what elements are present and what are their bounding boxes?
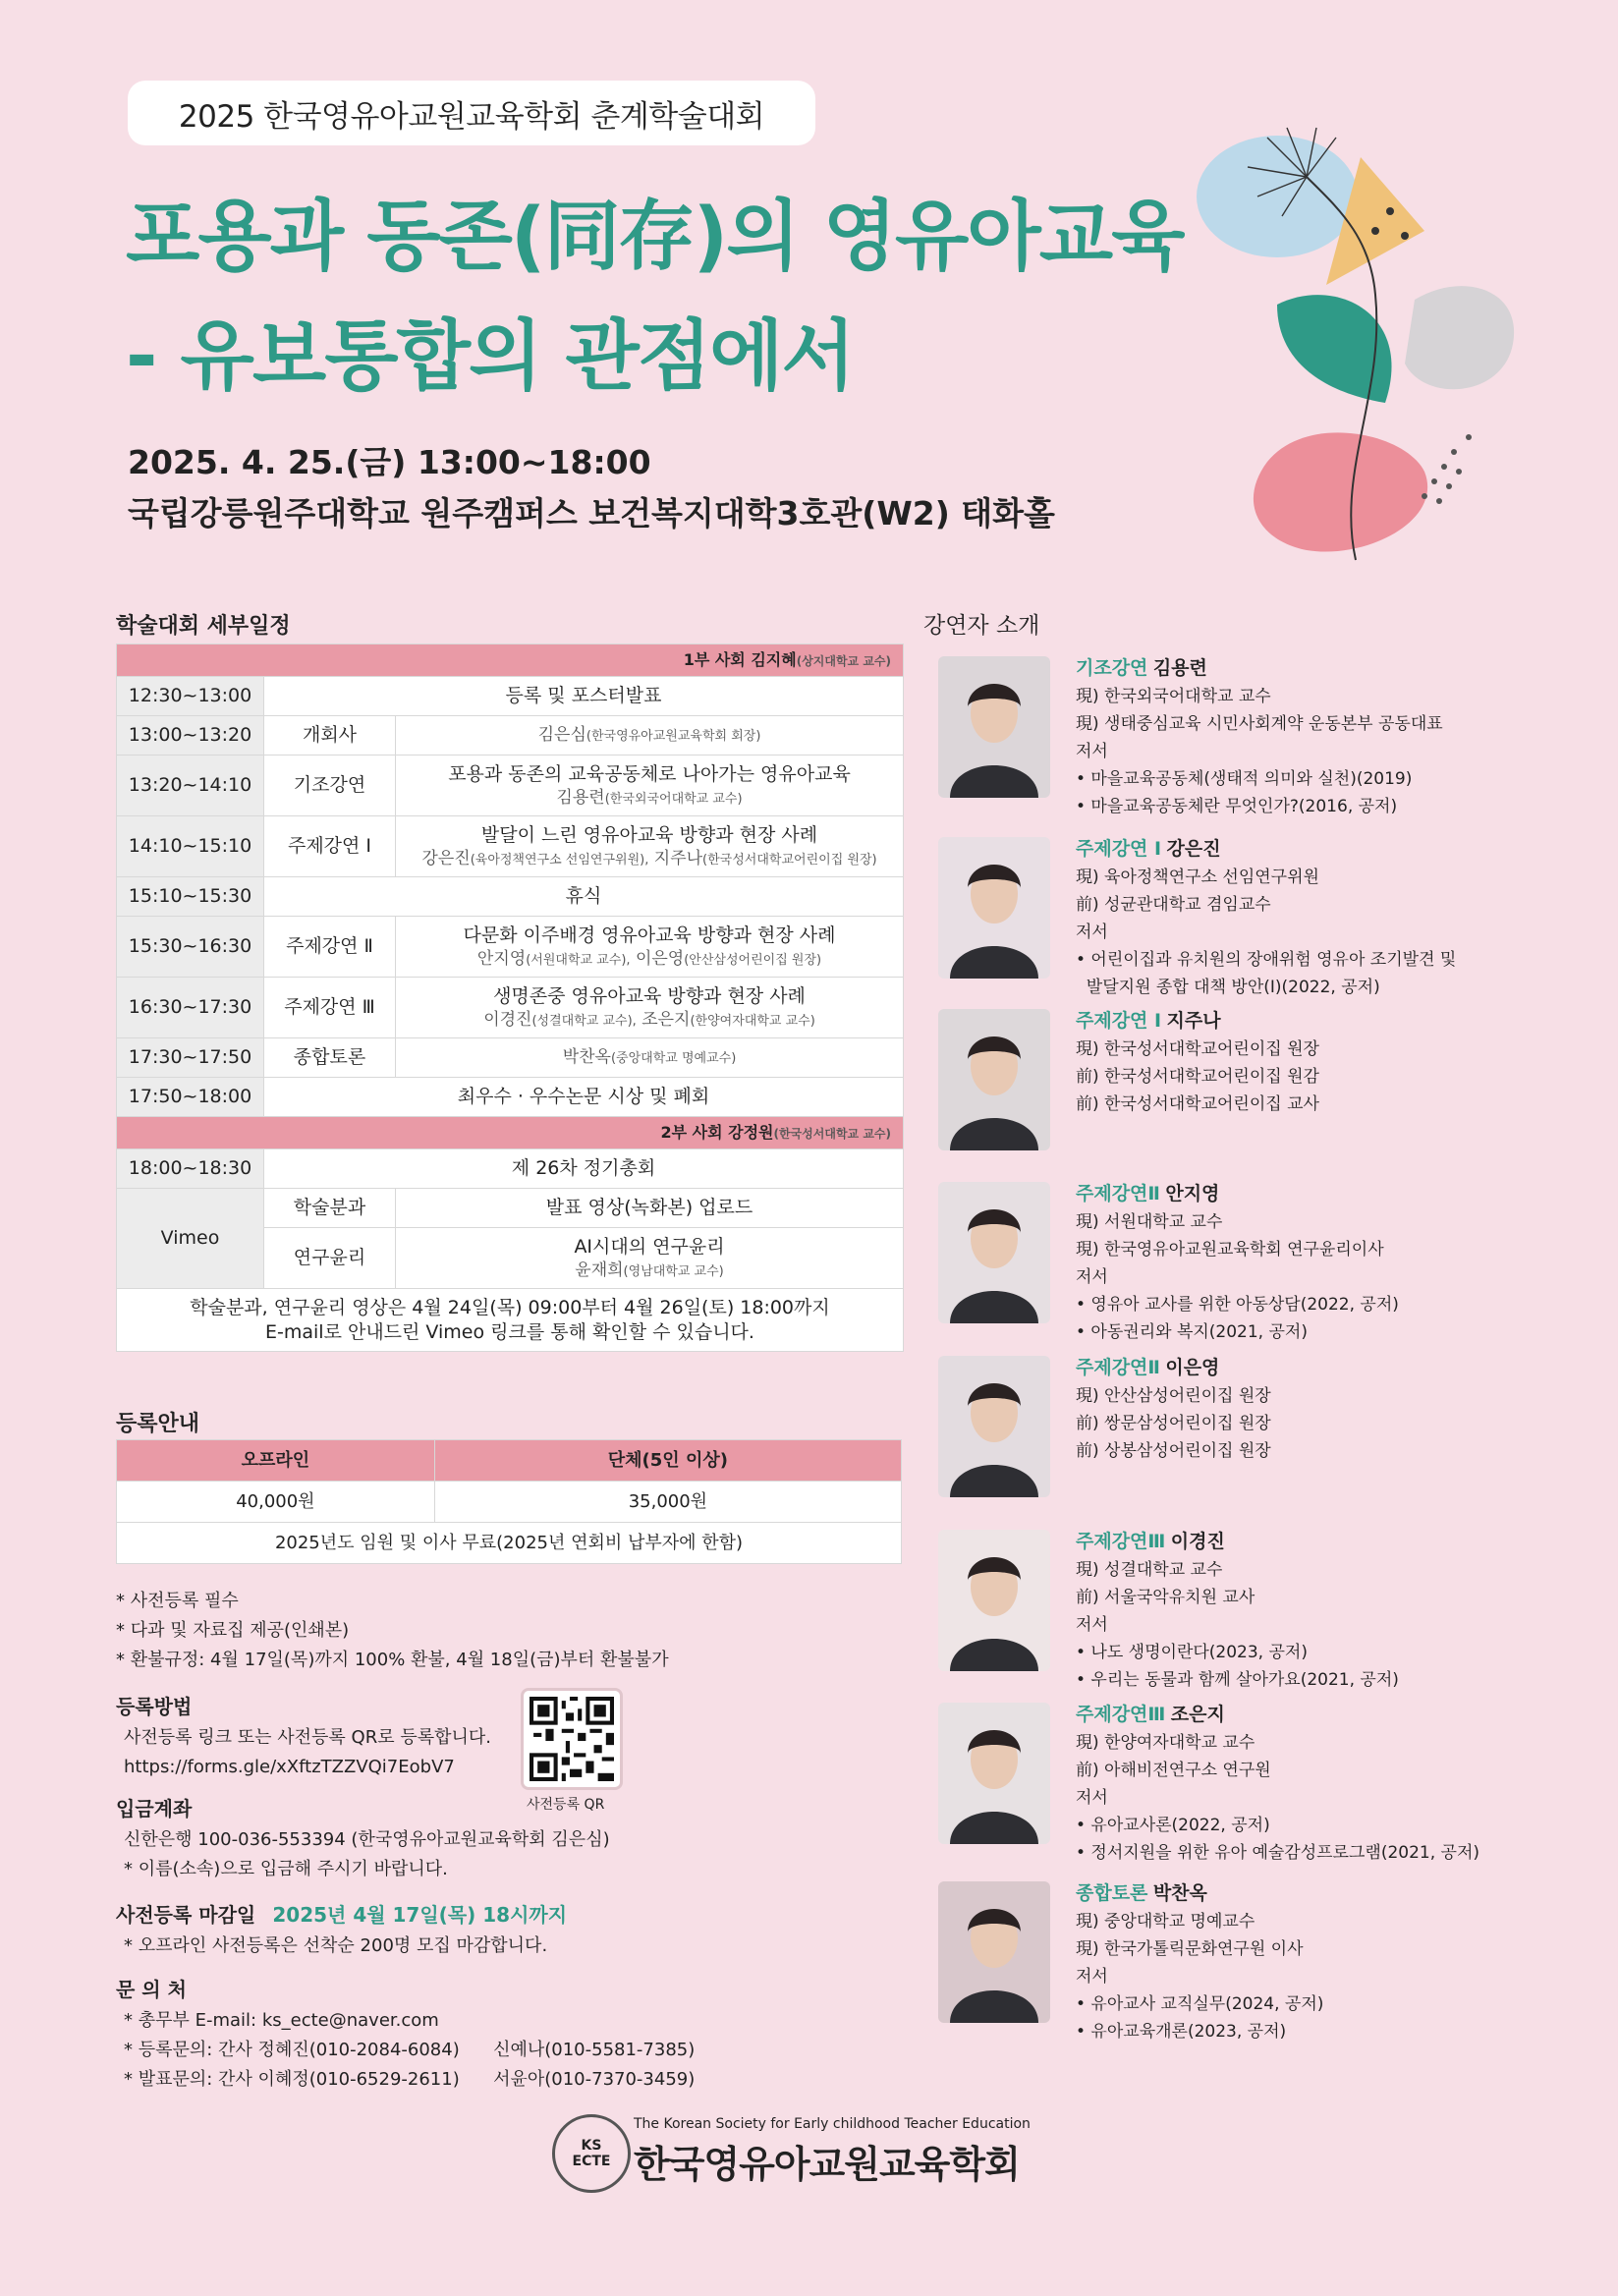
part2-host-row: 2부 사회 강정원(한국성서대학교 교수) bbox=[117, 1117, 904, 1149]
speaker-detail: • 유아교사 교직실무(2024, 공저) bbox=[1076, 1994, 1324, 2014]
speaker-card bbox=[938, 1009, 1577, 1176]
speaker-detail: 前) 한국성서대학교어린이집 원감 bbox=[1076, 1067, 1319, 1087]
floral-decoration bbox=[1189, 118, 1523, 589]
fee-table: 오프라인 단체(5인 이상) 40,000원 35,000원 2025년도 임원 및 이사 무료(2025년 연회비 납부자에 한함) bbox=[116, 1439, 902, 1564]
speaker-detail: 現) 성결대학교 교수 bbox=[1076, 1560, 1223, 1580]
speaker-detail: 前) 서울국악유치원 교사 bbox=[1076, 1588, 1255, 1607]
speaker-detail: 前) 성균관대학교 겸임교수 bbox=[1076, 895, 1271, 915]
speaker-card bbox=[938, 1881, 1577, 2048]
registration-method: 등록방법 사전등록 링크 또는 사전등록 QR로 등록합니다. https://forms.gle/xXftzTZZVQi7EobV7 bbox=[116, 1692, 491, 1782]
speaker-detail: 저서 bbox=[1076, 1267, 1108, 1287]
speaker-name: 이경진 bbox=[1170, 1531, 1225, 1552]
speaker-name: 김용련 bbox=[1152, 657, 1207, 679]
speaker-photo bbox=[938, 1881, 1050, 2023]
speaker-detail: 現) 한국영유아교원교육학회 연구윤리이사 bbox=[1076, 1240, 1384, 1260]
speaker-detail: 現) 육아정책연구소 선임연구위원 bbox=[1076, 868, 1319, 887]
speaker-name: 안지영 bbox=[1165, 1183, 1220, 1204]
speaker-detail: • 정서지원을 위한 유아 예술감성프로그램(2021, 공저) bbox=[1076, 1843, 1479, 1863]
speaker-detail: • 영유아 교사를 위한 아동상담(2022, 공저) bbox=[1076, 1295, 1399, 1315]
speaker-role: 주제강연 Ⅰ bbox=[1076, 1010, 1162, 1032]
part1-host-row: 1부 사회 김지혜(상지대학교 교수) bbox=[117, 644, 904, 677]
speaker-photo bbox=[938, 1530, 1050, 1671]
speaker-detail: 저서 bbox=[1076, 1967, 1108, 1987]
event-name: 2025 한국영유아교원교육학회 춘계학술대회 bbox=[128, 81, 815, 145]
speaker-detail: 現) 생태중심교육 시민사회계약 운동본부 공동대표 bbox=[1076, 714, 1443, 734]
speaker-role: 주제강연Ⅱ bbox=[1076, 1183, 1160, 1204]
speaker-photo bbox=[938, 1009, 1050, 1150]
speaker-card bbox=[938, 837, 1577, 1004]
contact-email[interactable]: * 총무부 E-mail: ks_ecte@naver.com bbox=[124, 2010, 439, 2031]
speaker-card bbox=[938, 656, 1577, 823]
vimeo-note-2: E-mail로 안내드린 Vimeo 링크를 통해 확인할 수 있습니다. bbox=[265, 1320, 754, 1343]
speaker-detail: 前) 쌍문삼성어린이집 원장 bbox=[1076, 1414, 1271, 1433]
schedule-table: 1부 사회 김지혜(상지대학교 교수) 12:30~13:00 등록 및 포스터발표 13:00~13:20 개회사 김은심(한국영유아교원교육학회 회장) 13:20~14:10 기조강연 포용과 동존의 교육공동체로 나아가는 영유아교육 김용련(한국외국어대학교 교수) 14:10~15:10 주제강연 Ⅰ 발달이 느린 영유아교육 방향과 현장 사례 강은진(육아정책연구소 선임연구위원), 지주나(한국성서대학교어린이집 원장) 15:10~15:30 휴식 15:30~16:30 주제강연 Ⅱ 다문화 이주배경 영유아교육 방향과 현장 사례 안지영(서원대학교 교수), 이은영(안산삼성어린이집 원장) 16:30~17:30 주제강연 Ⅲ 생명존중 영유아교육 방향과 현장 사례 이경진(성결대학교 교수), 조은지(한양여자대학교 교수) 17:30~17:50 종합토론 박찬옥(중앙대학교 명예교수) 17:50~18:00 최우수 · 우수논문 시상 및 폐회 2부 사회 강정원(한국성서대학교 교수) 18:00~18:30 제 26차 정기총회 Vimeo 학술분과 발표 영상(녹화본) 업로드 연구윤리 AI시대의 연구윤리 윤재희(영남대학교 교수) 학술분과, 연구윤리 영상은 4월 24일(목) 09:00부터 4월 26일(토) 18:00까지 E-mail로 안내드린 Vimeo 링크를 통해 확인할 수 있습니다. bbox=[116, 644, 904, 1352]
speaker-card bbox=[938, 1182, 1577, 1349]
speaker-detail: 現) 안산삼성어린이집 원장 bbox=[1076, 1386, 1271, 1406]
contact-info: 문 의 처 * 총무부 E-mail: ks_ecte@naver.com * 등록문의: 간사 정혜진(010-2084-6084) 신예나(010-5581-7385) * 발표문의: 간사 이혜정(010-6529-2611) 서윤아(010-7370-3459) bbox=[116, 1978, 696, 2090]
society-seal: KS ECTE bbox=[552, 2114, 631, 2193]
speaker-card bbox=[938, 1703, 1577, 1870]
event-date: 2025. 4. 25.(금) 13:00~18:00 bbox=[128, 443, 651, 481]
speaker-photo bbox=[938, 1703, 1050, 1844]
speaker-detail: 前) 아해비전연구소 연구원 bbox=[1076, 1761, 1271, 1780]
speaker-role: 주제강연Ⅲ bbox=[1076, 1704, 1166, 1725]
speaker-photo bbox=[938, 1356, 1050, 1497]
speaker-detail: 저서 bbox=[1076, 1788, 1108, 1808]
speaker-name: 조은지 bbox=[1170, 1704, 1225, 1725]
speaker-photo bbox=[938, 656, 1050, 798]
deadline-info: 사전등록 마감일 2025년 4월 17일(목) 18시까지 * 오프라인 사전등록은 선착순 200명 모집 마감합니다. bbox=[116, 1903, 568, 1956]
speaker-detail: • 어린이집과 유치원의 장애위험 영유아 조기발견 및 bbox=[1076, 950, 1457, 970]
speaker-detail: • 유아교육개론(2023, 공저) bbox=[1076, 2022, 1287, 2042]
speaker-card bbox=[938, 1356, 1577, 1523]
speaker-detail: 前) 한국성서대학교어린이집 교사 bbox=[1076, 1094, 1319, 1114]
registration-heading: 등록안내 bbox=[116, 1412, 200, 1436]
speaker-photo bbox=[938, 1182, 1050, 1323]
speaker-card bbox=[938, 1530, 1577, 1697]
org-name-en: The Korean Society for Early childhood Teacher Education bbox=[634, 2116, 1031, 2132]
org-name-kr: 한국영유아교원교육학회 bbox=[634, 2143, 1020, 2186]
speaker-detail: • 나도 생명이란다(2023, 공저) bbox=[1076, 1643, 1308, 1662]
speaker-detail: 現) 한국성서대학교어린이집 원장 bbox=[1076, 1039, 1319, 1059]
speaker-role: 기조강연 bbox=[1076, 657, 1148, 679]
speaker-detail: • 마을교육공동체란 무엇인가?(2016, 공저) bbox=[1076, 797, 1398, 816]
speaker-detail: • 우리는 동물과 함께 살아가요(2021, 공저) bbox=[1076, 1670, 1399, 1690]
speaker-role: 주제강연Ⅲ bbox=[1076, 1531, 1166, 1552]
qr-code[interactable] bbox=[521, 1688, 623, 1790]
speaker-name: 이은영 bbox=[1165, 1357, 1220, 1378]
speakers-heading: 강연자 소개 bbox=[923, 613, 1040, 639]
speaker-name: 강은진 bbox=[1166, 838, 1221, 860]
speaker-detail: 발달지원 종합 대책 방안(Ⅰ)(2022, 공저) bbox=[1076, 978, 1380, 997]
registration-notes: * 사전등록 필수 * 다과 및 자료집 제공(인쇄본) * 환불규정: 4월 17일(목)까지 100% 환불, 4월 18일(금)부터 환불불가 bbox=[116, 1591, 669, 1670]
registration-link[interactable]: https://forms.gle/xXftzTZZVQi7EobV7 bbox=[124, 1757, 455, 1777]
speaker-detail: 現) 중앙대학교 명예교수 bbox=[1076, 1912, 1255, 1932]
date-venue bbox=[128, 437, 1055, 539]
speaker-role: 주제강연Ⅱ bbox=[1076, 1357, 1160, 1378]
speaker-detail: • 마을교육공동체(생태적 의미와 실천)(2019) bbox=[1076, 769, 1413, 789]
speaker-role: 주제강연 Ⅰ bbox=[1076, 838, 1162, 860]
speaker-detail: • 유아교사론(2022, 공저) bbox=[1076, 1816, 1270, 1835]
speaker-role: 종합토론 bbox=[1076, 1882, 1148, 1904]
account-info: 입금계좌 신한은행 100-036-553394 (한국영유아교원교육학회 김은심) * 이름(소속)으로 입금해 주시기 바랍니다. bbox=[116, 1797, 610, 1879]
event-venue: 국립강릉원주대학교 원주캠퍼스 보건복지대학3호관(W2) 태화홀 bbox=[128, 494, 1055, 532]
speaker-detail: 現) 한국외국어대학교 교수 bbox=[1076, 687, 1271, 706]
speaker-detail: 現) 한국가톨릭문화연구원 이사 bbox=[1076, 1939, 1304, 1959]
speaker-detail: • 아동권리와 복지(2021, 공저) bbox=[1076, 1322, 1308, 1342]
vimeo-note-1: 학술분과, 연구윤리 영상은 4월 24일(목) 09:00부터 4월 26일(토) 18:00까지 bbox=[190, 1296, 830, 1318]
schedule-heading: 학술대회 세부일정 bbox=[116, 614, 291, 639]
speaker-detail: 저서 bbox=[1076, 1615, 1108, 1635]
speaker-name: 지주나 bbox=[1166, 1010, 1221, 1032]
speaker-name: 박찬옥 bbox=[1152, 1882, 1207, 1904]
qr-label: 사전등록 QR bbox=[527, 1797, 605, 1813]
speaker-photo bbox=[938, 837, 1050, 979]
speaker-detail: 前) 상봉삼성어린이집 원장 bbox=[1076, 1441, 1271, 1461]
speaker-detail: 저서 bbox=[1076, 742, 1108, 761]
title-line1: 포용과 동존(同存)의 영유아교육 bbox=[126, 193, 1184, 281]
speaker-detail: 저서 bbox=[1076, 923, 1108, 942]
speaker-detail: 現) 서원대학교 교수 bbox=[1076, 1212, 1223, 1232]
speaker-detail: 現) 한양여자대학교 교수 bbox=[1076, 1733, 1255, 1753]
title-line2: - 유보통합의 관점에서 bbox=[126, 312, 854, 401]
